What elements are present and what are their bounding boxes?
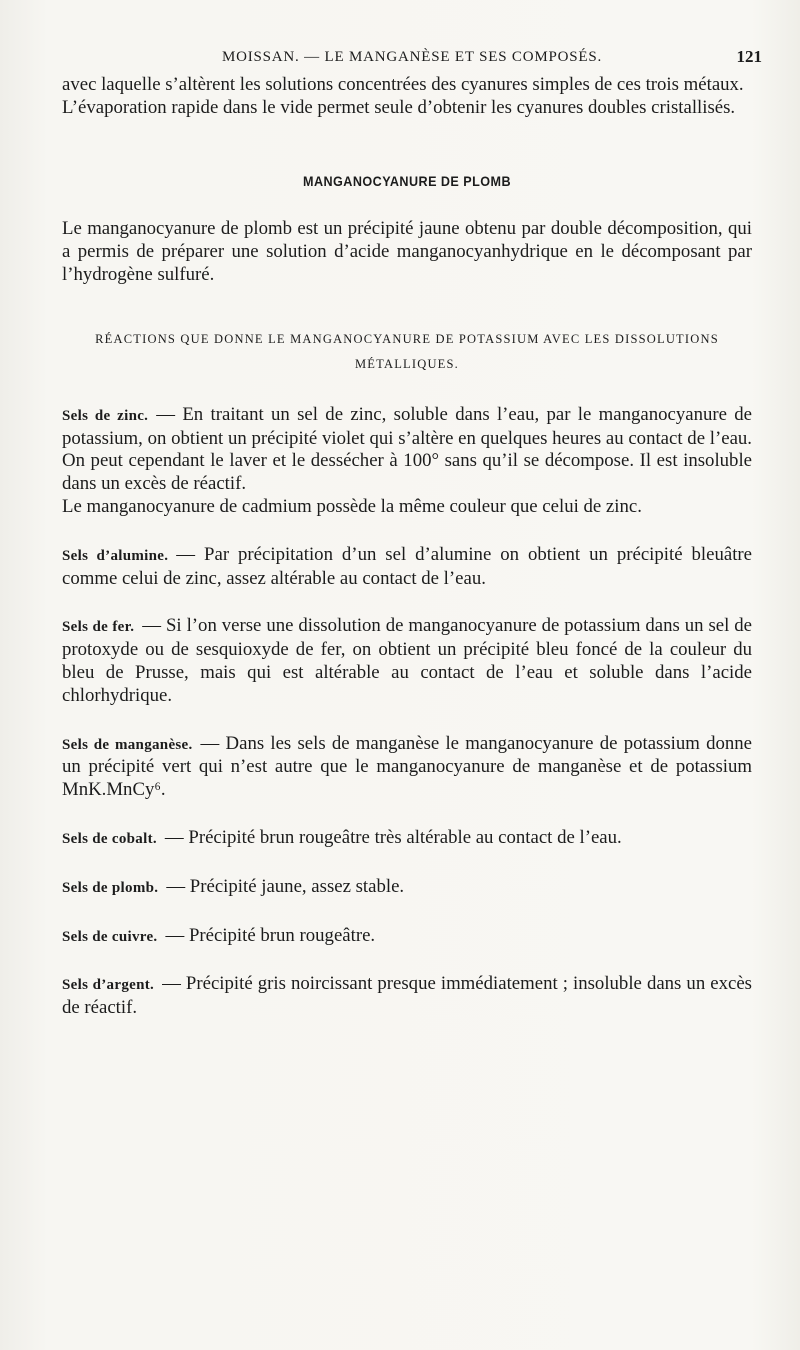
term-alumine: Sels d’alumine. <box>62 547 169 564</box>
entry-argent <box>62 973 752 1020</box>
intro-paragraph-2: L’évaporation rapide dans le vide permet seule d’obtenir les cyanures doubles cristallisés. <box>62 96 736 118</box>
running-title: MOISSAN. — LE MANGANÈSE ET SES COMPOSÉS. <box>221 49 603 65</box>
entry-cadmium: Le manganocyanure de cadmium possède la même couleur que celui de zinc. <box>62 495 642 517</box>
text-zinc: — En traitant un sel de zinc, soluble dans l’eau, par le manganocyanure de potassium, on obtient un précipité violet qui s’altère en quelques heures au contact de l’eau. On peut cependant le laver et le dessécher à 100° sans qu’il se décompose. Il est insoluble dans un excès de réactif. <box>62 403 752 495</box>
term-cuivre: Sels de cuivre. <box>62 928 158 945</box>
section-paragraph: Le manganocyanure de plomb est un précipité jaune obtenu par double décomposition, qui a permis de préparer une solution d’acide manganocyanhydrique en le décomposant par l’hydrogène sulfuré. <box>62 218 752 285</box>
text-manganese: — Dans les sels de manganèse le manganocyanure de potassium donne un précipité vert qui n’est autre que le manganocyanure de manganèse et de potassium MnK.MnCy⁶. <box>62 732 752 801</box>
page-number: 121 <box>736 47 762 66</box>
entry-manganese <box>62 733 752 802</box>
term-manganese: Sels de manganèse. <box>62 736 193 753</box>
reactions-heading: RÉACTIONS QUE DONNE LE MANGANOCYANURE DE POTASSIUM AVEC LES DISSOLUTIONS MÉTALLIQUES. <box>95 331 719 371</box>
text-fer: — Si l’on verse une dissolution de manganocyanure de potassium dans un sel de protoxyde ou de sesquioxyde de fer, on obtient un précipité bleu foncé de la couleur du bleu de Prusse, mais qui est altérable au contact de l’eau et soluble dans l’acide chlorhydrique. <box>62 615 752 706</box>
entry-plomb <box>62 876 752 900</box>
text-cuivre: — Précipité brun rougeâtre. <box>165 924 376 946</box>
entry-alumine <box>62 544 752 591</box>
intro-paragraph-1: avec laquelle s’altèrent les solutions concentrées des cyanures simples de ces trois métaux. <box>62 74 744 95</box>
section-title: MANGANOCYANURE DE PLOMB <box>302 172 511 189</box>
text-argent: — Précipité gris noircissant presque immédiatement ; insoluble dans un excès de réactif. <box>62 973 752 1019</box>
entry-cuivre <box>62 925 752 949</box>
text-plomb: — Précipité jaune, assez stable. <box>166 875 405 897</box>
text-cobalt: — Précipité brun rougeâtre très altérable au contact de l’eau. <box>164 826 622 848</box>
entry-zinc <box>62 404 752 496</box>
term-argent: Sels d’argent. <box>62 977 155 994</box>
entry-cobalt <box>62 827 752 851</box>
term-cobalt: Sels de cobalt. <box>62 830 157 847</box>
page-body <box>62 74 752 1020</box>
page-header <box>62 46 762 70</box>
text-alumine: — Par précipitation d’un sel d’alumine on obtient un précipité bleuâtre comme celui de zinc, assez altérable au contact de l’eau. <box>62 543 753 589</box>
term-zinc: Sels de zinc. <box>62 407 149 424</box>
term-plomb: Sels de plomb. <box>62 879 159 896</box>
term-fer: Sels de fer. <box>62 619 135 636</box>
entry-fer <box>62 615 752 707</box>
